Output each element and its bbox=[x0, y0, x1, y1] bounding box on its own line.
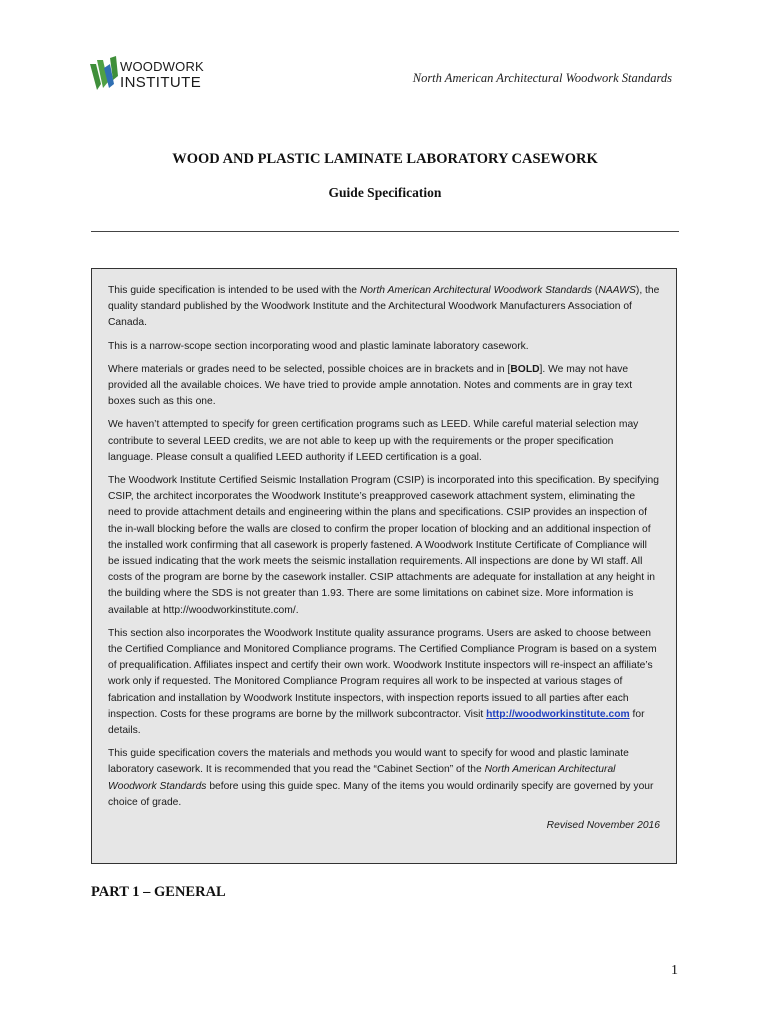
woodwork-institute-logo bbox=[88, 54, 228, 98]
header-standards-title: North American Architectural Woodwork Standards bbox=[412, 71, 672, 85]
note-paragraph-leed: We haven’t attempted to specify for green certification programs such as LEED. While careful material selection may contribute to several LEED credits, we are not able to keep up with the requirements or the proper specification language. Please consult a qualified LEED authority if LEED certification is a goal. bbox=[108, 419, 639, 463]
note-paragraph-choices: Where materials or grades need to be selected, possible choices are in brackets and in [BOLD]. We may not have provided all the available choices. We have tried to provide ample annotation. Notes and comments are in gray text boxes such as this one. bbox=[108, 363, 633, 408]
document-title: WOOD AND PLASTIC LAMINATE LABORATORY CASEWORK bbox=[172, 151, 598, 167]
guide-note-box bbox=[91, 268, 677, 864]
woodwork-institute-link[interactable]: http://woodworkinstitute.com bbox=[486, 708, 630, 720]
note-paragraph-intro: This guide specification is intended to be used with the North American Architectural Woodwork Standards (NAAWS), the quality standard published by the Woodwork Institute and the Architectural Woodwork Manufacturers Association of Canada. bbox=[108, 285, 660, 329]
note-paragraph-csip: The Woodwork Institute Certified Seismic Installation Program (CSIP) is incorporated into this specification. By specifying CSIP, the architect incorporates the Woodwork Institute’s preapproved casework attachment system, eliminating the need to provide attachment details and engineering within the plans and specifications. CSIP provides an inspection of the in-wall blocking before the walls are closed to confirm the proper location of blocking and an additional inspection of the installed work confirming that all casework is properly fastened. A Woodwork Institute Certificate of Compliance will be issued indicating that the work meets the seismic installation requirements. All inspections are done by WI staff. All costs of the program are borne by the casework installer. CSIP attachments are adequate for installation at any height in the building where the SDS is not greater than 1.93. There are some limitations on cabinet size. More information is available at http://woodworkinstitute.com/. bbox=[108, 475, 659, 616]
woodwork-institute-logo-icon bbox=[88, 54, 122, 94]
revised-date: Revised November 2016 bbox=[546, 820, 660, 832]
logo-word-woodwork: WOODWORK bbox=[120, 59, 204, 74]
note-paragraph-scope: This is a narrow-scope section incorporating wood and plastic laminate laboratory casework. bbox=[108, 340, 529, 352]
part-heading: PART 1 – GENERAL bbox=[91, 884, 226, 900]
document-subtitle: Guide Specification bbox=[328, 185, 442, 200]
note-paragraph-coverage: This guide specification covers the materials and methods you would want to specify for wood and plastic laminate laboratory casework. It is recommended that you read the “Cabinet Section” of the North American Architectural Woodwork Standards before using this guide spec. Many of the items you would ordinarily specify are governed by your choice of grade. bbox=[108, 748, 654, 808]
title-divider bbox=[91, 231, 679, 232]
note-paragraph-quality-assurance: This section also incorporates the Woodwork Institute quality assurance programs. Users are asked to choose between the Certified Compliance and Monitored Compliance programs. The Certified Compliance Program is based on a system of prequalification. Affiliates inspect and certify their own work. Woodwork Institute inspectors will re-inspect an affiliate’s work only if requested. The Monitored Compliance Program requires all work to be inspected at various stages of fabrication and installation by Woodwork Institute inspectors, with inspection reports issued to all parties after each inspection. Costs for these programs are borne by the millwork subcontractor. Visit http://woodworkinstitute.com for details. bbox=[108, 627, 657, 737]
logo-word-institute: INSTITUTE bbox=[120, 74, 202, 91]
page-number: 1 bbox=[671, 963, 678, 978]
